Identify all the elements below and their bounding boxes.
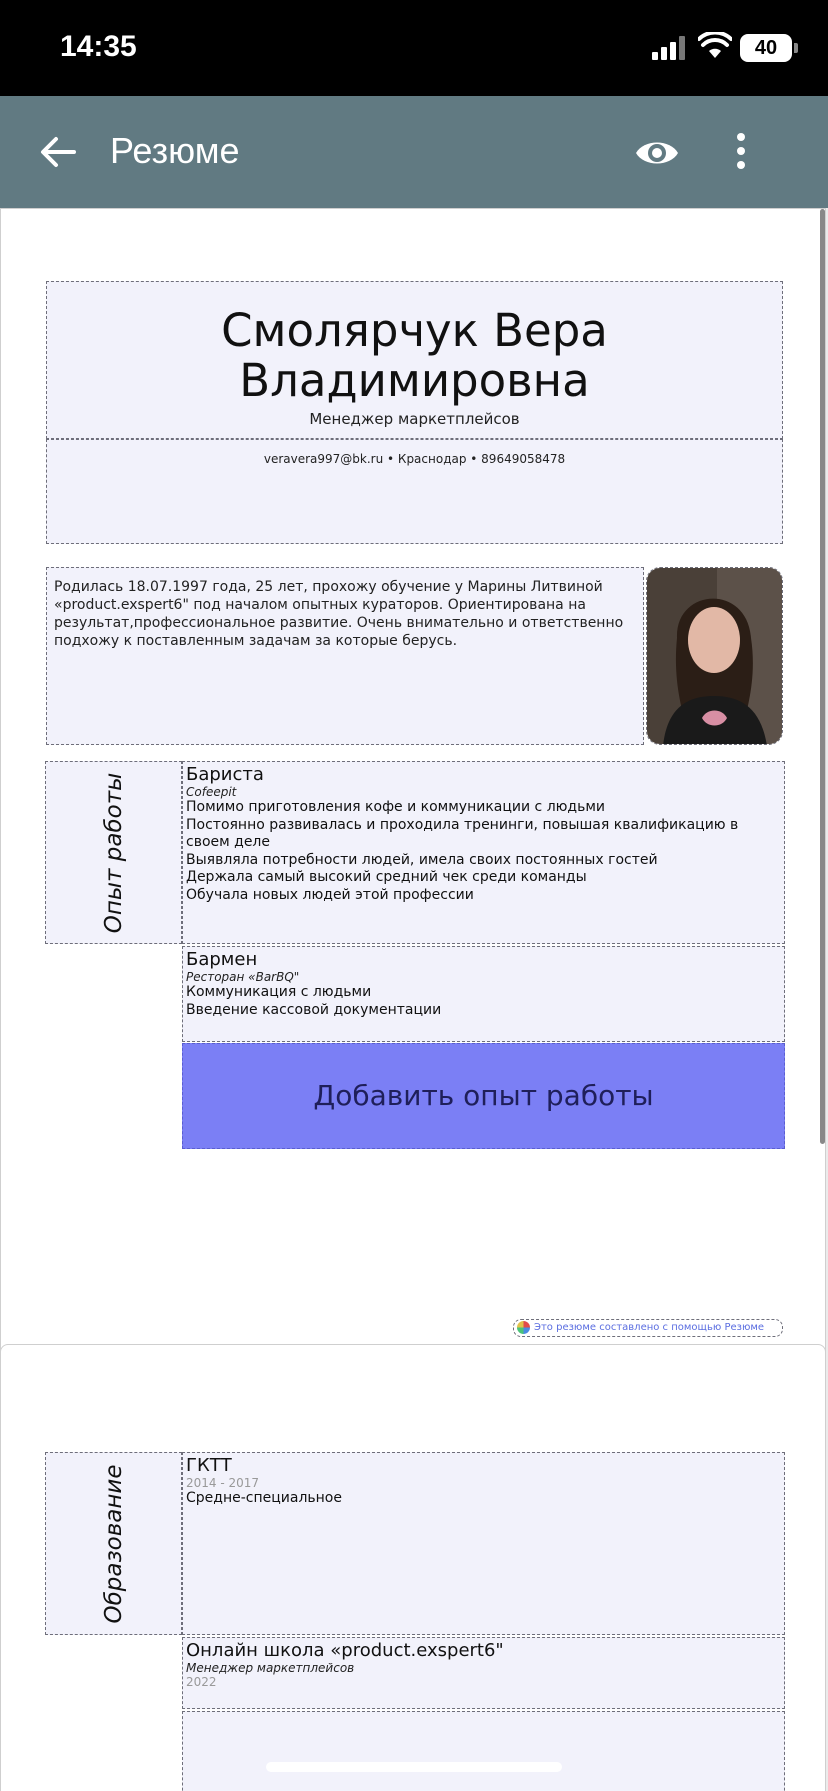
experience-item[interactable] [182, 946, 785, 1042]
page-title: Резюме [110, 130, 240, 171]
more-vert-icon[interactable] [726, 128, 756, 178]
study-dates: 2022 [186, 1675, 217, 1689]
wifi-icon [698, 32, 732, 60]
education-label-text: Образование [100, 1463, 127, 1624]
education-section-label [45, 1452, 182, 1635]
name-line-2: Владимировна [239, 354, 590, 407]
about-block[interactable] [46, 567, 644, 745]
company-name: Ресторан «BarBQ" [186, 970, 300, 984]
eye-icon[interactable] [634, 130, 680, 176]
education-item[interactable] [182, 1711, 785, 1791]
contacts-block[interactable] [46, 439, 783, 544]
study-dates: 2014 - 2017 [186, 1476, 260, 1490]
job-title: Бариста [186, 764, 264, 785]
status-bar [0, 0, 828, 96]
avatar [647, 568, 783, 745]
credit-badge[interactable] [513, 1319, 783, 1337]
job-title: Бармен [186, 949, 258, 970]
education-item[interactable] [182, 1452, 785, 1635]
app-logo-icon [517, 1321, 530, 1334]
full-name [47, 306, 782, 406]
credit-text: Это резюме составлено с помощью Резюме [534, 1322, 765, 1333]
school-name: Онлайн школа «product.exspert6" [186, 1640, 504, 1661]
school-name: ГКТТ [186, 1455, 232, 1476]
education-item[interactable] [182, 1637, 785, 1709]
home-indicator[interactable] [266, 1762, 562, 1772]
experience-item[interactable] [182, 761, 785, 944]
company-name: Cofeepit [186, 785, 237, 799]
profile-photo[interactable] [646, 567, 783, 745]
experience-section-label [45, 761, 182, 944]
about-text: Родилась 18.07.1997 года, 25 лет, прохожу обучение у Марины Литвиной «product.exspert6" под началом опытных кураторов. Ориентирована на результат,профессиональное развитие. Очень внимательно и ответственно подхожу к поставленным задачам за которые берусь. [54, 579, 624, 649]
name-line-1: Смолярчук Вера [221, 304, 608, 357]
experience-label-text: Опыт работы [100, 772, 127, 933]
name-block[interactable] [46, 281, 783, 439]
job-duty: Помимо приготовления кофе и коммуникации с людьми [186, 799, 606, 815]
status-time: 14:35 [60, 30, 137, 63]
job-duty: Выявляла потребности людей, имела своих постоянных гостей [186, 851, 658, 868]
job-duty: Держала самый высокий средний чек среди команды [186, 869, 587, 885]
resume-page-1 [0, 208, 826, 1373]
contacts-text: veravera997@bk.ru • Краснодар • 89649058478 [263, 452, 566, 466]
job-duty: Коммуникация с людьми [186, 984, 372, 1000]
position-title: Менеджер маркетплейсов [309, 410, 520, 428]
resume-page-2 [0, 1344, 826, 1791]
resume-preview[interactable] [0, 208, 828, 1791]
job-duty: Обучала новых людей этой профессии [186, 886, 474, 903]
add-experience-button[interactable]: Добавить опыт работы [182, 1043, 785, 1149]
job-duty: Постоянно развивалась и проходила тренинги, повышая квалификацию в своем деле [186, 816, 739, 850]
degree: Средне-специальное [186, 1490, 342, 1506]
cellular-signal-icon [652, 36, 688, 60]
arrow-left-icon[interactable] [34, 128, 82, 176]
app-bar [0, 96, 828, 208]
program-name: Менеджер маркетплейсов [186, 1661, 355, 1675]
job-duty: Введение кассовой документации [186, 1001, 442, 1018]
scrollbar[interactable] [820, 209, 825, 1144]
battery-icon: 40 [740, 34, 792, 62]
